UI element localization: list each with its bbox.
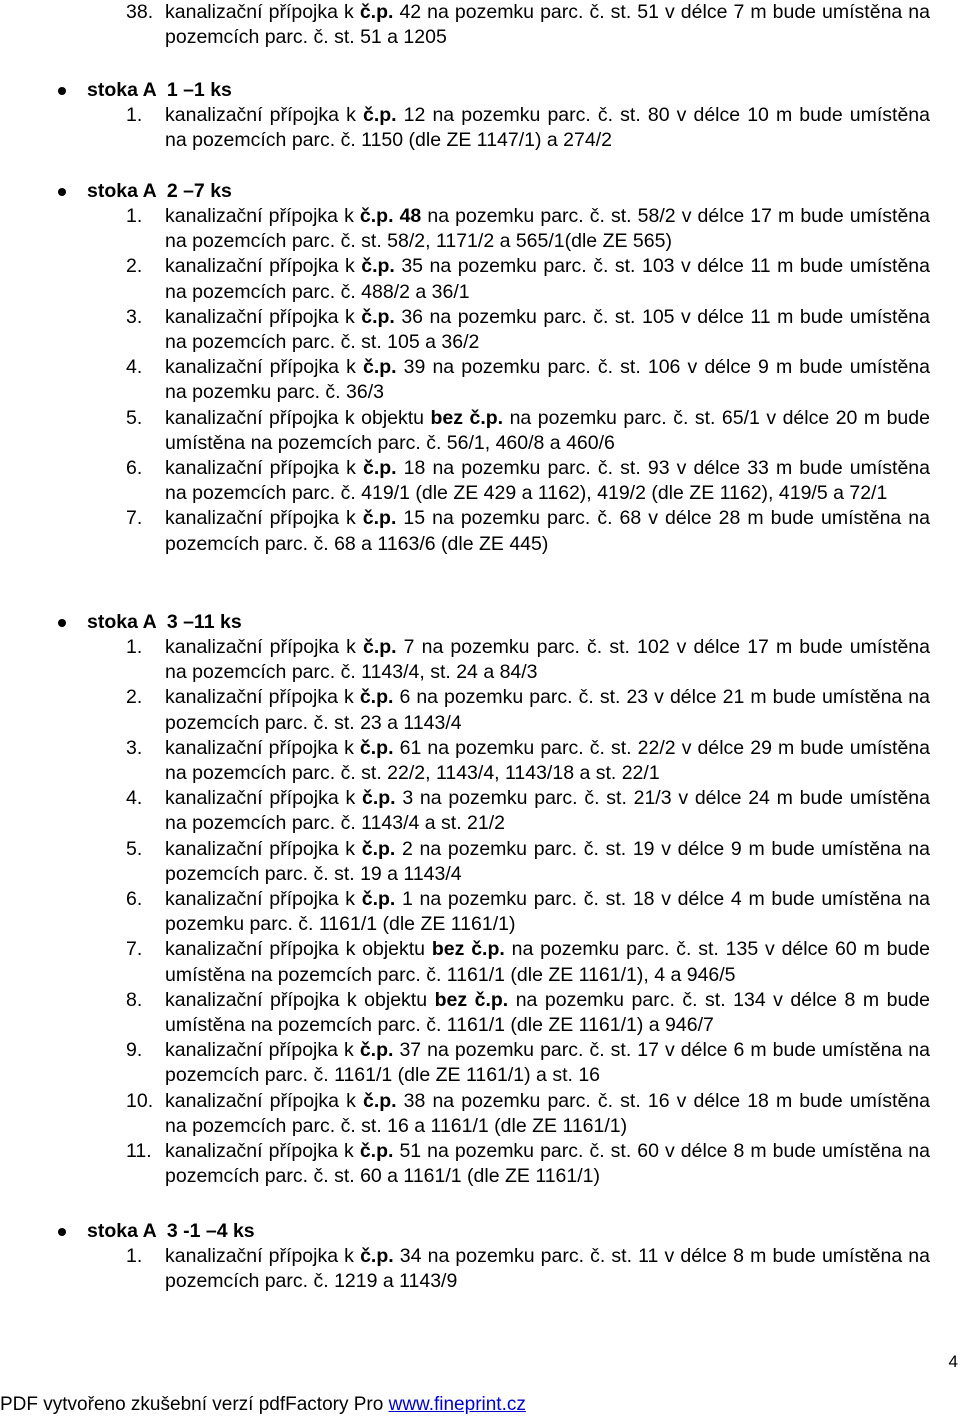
item-number: 3. xyxy=(126,305,143,328)
item-text: 39 na pozemku parc. č. st. 106 v délce 9 m bude umístěna na pozemku parc. č. 36/3 xyxy=(165,356,930,404)
item-text-pre: kanalizační přípojka k xyxy=(165,457,356,480)
bullet-icon xyxy=(58,87,66,95)
item-number: 5. xyxy=(126,406,143,429)
item-number: 1. xyxy=(126,1245,143,1267)
item-number: 7. xyxy=(126,507,143,530)
item-number: 1. xyxy=(126,205,143,227)
item-text: 38 na pozemku parc. č. st. 16 v délce 18 m bude umístěna na pozemcích parc. č. st. 16 a 1161/1 (dle ZE 1161/1) xyxy=(165,1089,930,1137)
item-text: 61 na pozemku parc. č. st. 22/2 v délce 29 m bude umístěna na pozemcích parc. č. st. 22/2, 1143/4, 1143/18 a st. 22/1 xyxy=(165,736,930,785)
item-text: 18 na pozemku parc. č. st. 93 v délce 33 m bude umístěna na pozemcích parc. č. 419/1 (dle ZE 429 a 1162), 419/2 (dle ZE 1162), 419/5 a 72/1 xyxy=(165,457,930,505)
item-text-pre: kanalizační přípojka k xyxy=(165,787,356,810)
item-text-pre: kanalizační přípojka k objektu xyxy=(165,938,426,961)
item-number: 11. xyxy=(126,1140,152,1163)
item-number: 3. xyxy=(126,736,143,759)
item-number: 38. xyxy=(126,1,154,23)
list-item xyxy=(0,254,960,304)
item-text-pre: kanalizační přípojka k xyxy=(165,507,356,530)
list-item xyxy=(0,937,960,987)
bullet-icon xyxy=(58,188,66,196)
list-item xyxy=(0,887,960,937)
footer-link[interactable]: www.fineprint.cz xyxy=(388,1394,526,1415)
item-text: 12 na pozemku parc. č. st. 80 v délce 10 m bude umístěna na pozemcích parc. č. 1150 (dle ZE 1147/1) a 274/2 xyxy=(165,104,930,152)
item-text-pre: kanalizační přípojka k xyxy=(165,205,354,227)
item-text-pre: kanalizační přípojka k xyxy=(165,888,356,911)
list-item xyxy=(0,406,960,456)
item-text: na pozemku parc. č. st. 135 v délce 60 m bude umístěna na pozemcích parc. č. 1161/1 (dle ZE 1161/1), 4 a 946/5 xyxy=(165,938,930,986)
item-text: 1 na pozemku parc. č. st. 18 v délce 4 m bude umístěna na pozemku parc. č. 1161/1 (dle ZE 1161/1) xyxy=(165,888,930,936)
section-heading: stoka A 3 -1 –4 ks xyxy=(87,1220,255,1242)
item-text: 34 na pozemku parc. č. st. 11 v délce 8 m bude umístěna na pozemcích parc. č. 1219 a 1143/9 xyxy=(165,1245,930,1293)
item-text: 6 na pozemku parc. č. st. 23 v délce 21 m bude umístěna na pozemcích parc. č. st. 23 a 1143/4 xyxy=(165,686,930,734)
item-text-pre: kanalizační přípojka k xyxy=(165,356,356,379)
item-bold: č.p. xyxy=(361,255,395,278)
list-item xyxy=(0,837,960,887)
section-heading-row xyxy=(0,1219,960,1244)
item-number: 4. xyxy=(126,787,143,810)
section-items xyxy=(0,635,960,1189)
item-text-pre: kanalizační přípojka k xyxy=(165,837,356,860)
item-number: 7. xyxy=(126,938,143,961)
list-item xyxy=(0,1038,960,1088)
item-bold: č.p. xyxy=(359,686,394,709)
list-item xyxy=(0,456,960,506)
item-text: 36 na pozemku parc. č. st. 105 v délce 11 m bude umístěna na pozemcích parc. č. st. 105 a 36/2 xyxy=(165,305,930,354)
item-bold: č.p. xyxy=(362,104,397,126)
list-item xyxy=(0,685,960,735)
item-text-pre: kanalizační přípojka k xyxy=(165,1089,356,1112)
item-text-pre: kanalizační přípojka k xyxy=(165,636,356,658)
list-item xyxy=(0,506,960,556)
list-item xyxy=(0,0,960,50)
page-number: 4 xyxy=(948,1352,958,1371)
item-bold: č.p. xyxy=(362,457,397,480)
item-number: 1. xyxy=(126,636,143,658)
item-text: 15 na pozemku parc. č. 68 v délce 28 m bude umístěna na pozemcích parc. č. 68 a 1163/6 (dle ZE 445) xyxy=(165,507,930,555)
item-text: 51 na pozemku parc. č. st. 60 v délce 8 m bude umístěna na pozemcích parc. č. st. 60 a 1161/1 (dle ZE 1161/1) xyxy=(165,1140,930,1188)
item-text-pre: kanalizační přípojka k xyxy=(165,1245,354,1267)
item-text-pre: kanalizační přípojka k xyxy=(165,305,355,328)
item-bold: bez č.p. xyxy=(431,938,505,961)
item-bold: č.p. xyxy=(359,736,394,759)
item-text-pre: kanalizační přípojka k xyxy=(165,1039,354,1062)
section-items xyxy=(0,103,960,153)
section-heading-row xyxy=(0,179,960,204)
item-text-pre: kanalizační přípojka k xyxy=(165,255,355,278)
item-text: na pozemku parc. č. st. 134 v délce 8 m bude umístěna na pozemcích parc. č. 1161/1 (dle ZE 1161/1) a 946/7 xyxy=(165,988,930,1037)
item-bold: č.p. xyxy=(362,636,397,658)
footer-text: PDF vytvořeno zkušební verzí pdfFactory Pro xyxy=(0,1394,389,1415)
item-bold: č.p. xyxy=(362,1089,397,1112)
list-item xyxy=(0,204,960,254)
item-bold: č.p. xyxy=(361,305,395,328)
item-number: 6. xyxy=(126,457,143,480)
item-text-pre: kanalizační přípojka k objektu xyxy=(165,988,428,1011)
item-bold: č.p. xyxy=(361,787,396,810)
item-bold: č.p. xyxy=(359,1,394,23)
item-number: 1. xyxy=(126,104,143,126)
section-heading-row xyxy=(0,610,960,635)
item-text-pre: kanalizační přípojka k xyxy=(165,686,354,709)
bullet-icon xyxy=(58,1228,66,1236)
item-bold: č.p. xyxy=(360,1245,394,1267)
list-item xyxy=(0,305,960,355)
item-bold: bez č.p. xyxy=(430,406,504,429)
item-number: 9. xyxy=(126,1039,143,1062)
top-item-list xyxy=(0,0,960,50)
item-text: 35 na pozemku parc. č. st. 103 v délce 11 m bude umístěna na pozemcích parc. č. 488/2 a 36/1 xyxy=(165,255,930,303)
item-bold: bez č.p. xyxy=(434,988,509,1011)
section-items xyxy=(0,204,960,557)
section-heading: stoka A 2 –7 ks xyxy=(87,180,232,202)
bullet-icon xyxy=(58,619,66,627)
section-items xyxy=(0,1244,960,1294)
list-item xyxy=(0,1089,960,1139)
list-item xyxy=(0,355,960,405)
item-number: 2. xyxy=(126,255,143,278)
list-item xyxy=(0,736,960,786)
item-number: 6. xyxy=(126,888,143,911)
section-heading: stoka A 1 –1 ks xyxy=(87,79,232,101)
item-bold: č.p. 48 xyxy=(359,205,422,227)
item-bold: č.p. xyxy=(362,356,397,379)
item-text: 42 na pozemku parc. č. st. 51 v délce 7 m bude umístěna na pozemcích parc. č. st. 51 a 1205 xyxy=(165,1,930,49)
item-bold: č.p. xyxy=(361,837,396,860)
list-item xyxy=(0,988,960,1038)
list-item xyxy=(0,1139,960,1189)
list-item xyxy=(0,635,960,685)
item-text-pre: kanalizační přípojka k xyxy=(165,736,354,759)
list-item xyxy=(0,103,960,153)
item-text: 2 na pozemku parc. č. st. 19 v délce 9 m bude umístěna na pozemcích parc. č. st. 19 a 1143/4 xyxy=(165,837,930,885)
item-number: 10. xyxy=(126,1089,154,1112)
item-bold: č.p. xyxy=(359,1039,394,1062)
list-item xyxy=(0,786,960,836)
item-bold: č.p. xyxy=(359,1140,394,1163)
section-heading-row xyxy=(0,78,960,103)
item-text-pre: kanalizační přípojka k objektu xyxy=(165,406,425,429)
item-number: 5. xyxy=(126,837,143,860)
item-number: 8. xyxy=(126,988,143,1011)
item-number: 2. xyxy=(126,686,143,709)
list-item xyxy=(0,1244,960,1294)
item-text-pre: kanalizační přípojka k xyxy=(165,1140,354,1163)
item-number: 4. xyxy=(126,356,143,379)
item-text: 3 na pozemku parc. č. st. 21/3 v délce 24 m bude umístěna na pozemcích parc. č. 1143/4 a st. 21/2 xyxy=(165,787,930,835)
item-text: na pozemku parc. č. st. 58/2 v délce 17 m bude umístěna na pozemcích parc. č. st. 58/2, 1171/2 a 565/1(dle ZE 565) xyxy=(165,205,930,253)
item-text: 7 na pozemku parc. č. st. 102 v délce 17 m bude umístěna na pozemcích parc. č. 1143/4, st. 24 a 84/3 xyxy=(165,636,930,684)
section-heading: stoka A 3 –11 ks xyxy=(87,611,242,633)
item-bold: č.p. xyxy=(362,507,397,530)
item-bold: č.p. xyxy=(361,888,396,911)
item-text: na pozemku parc. č. st. 65/1 v délce 20 m bude umístěna na pozemcích parc. č. 56/1, 460/8 a 460/6 xyxy=(165,406,930,454)
item-text: 37 na pozemku parc. č. st. 17 v délce 6 m bude umístěna na pozemcích parc. č. 1161/1 (dle ZE 1161/1) a st. 16 xyxy=(165,1039,930,1087)
item-text-pre: kanalizační přípojka k xyxy=(165,1,354,23)
item-text-pre: kanalizační přípojka k xyxy=(165,104,356,126)
footer xyxy=(0,1394,526,1416)
